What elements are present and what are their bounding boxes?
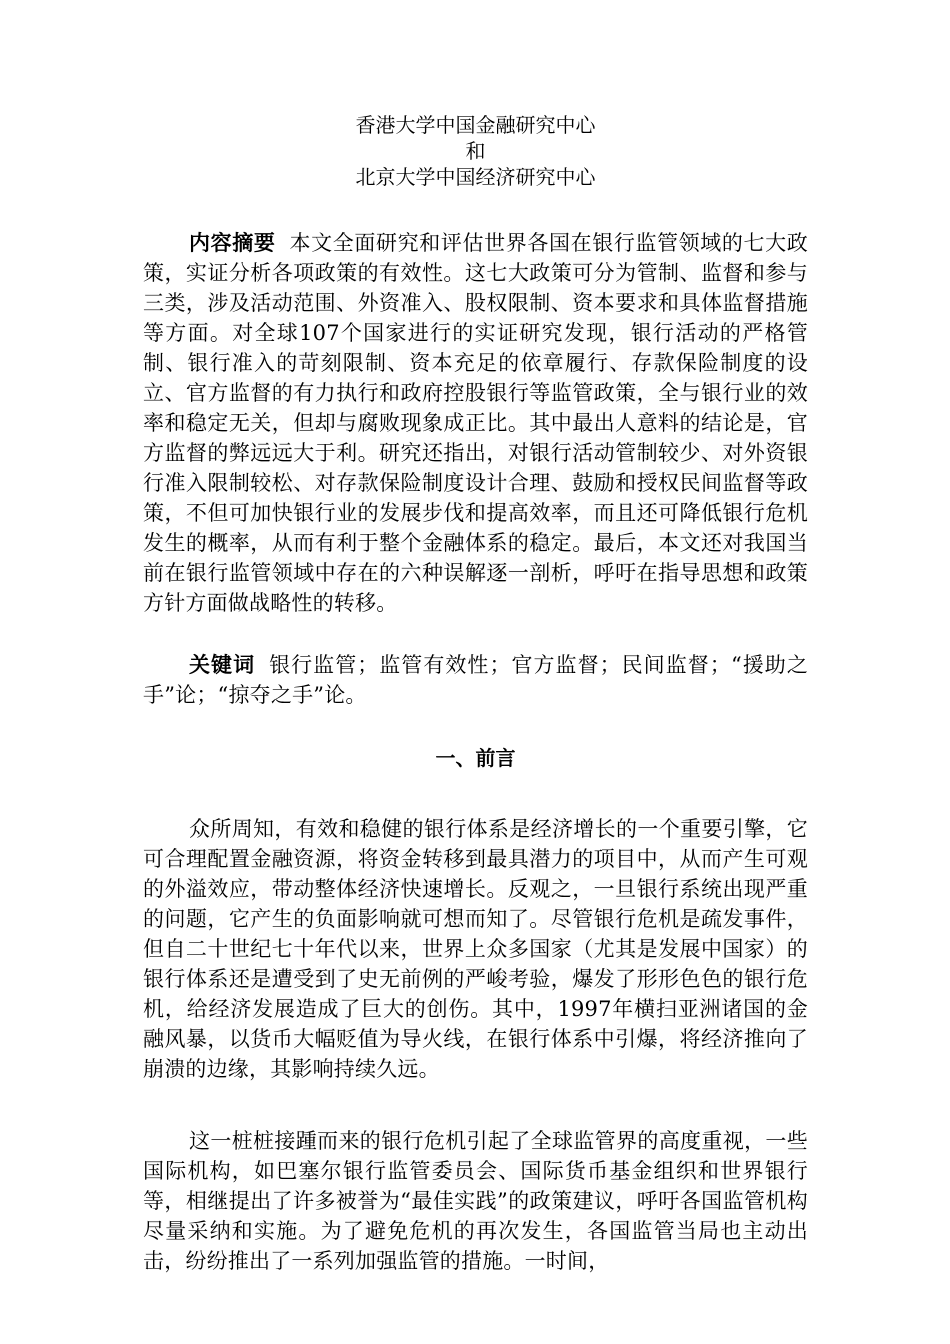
keywords-paragraph xyxy=(143,650,808,710)
keywords-text: 银行监管；监管有效性；官方监督；民间监督；“援助之手”论；“掠夺之手”论。 xyxy=(143,653,809,707)
document-page xyxy=(143,112,808,1276)
abstract-label: 内容摘要 xyxy=(189,231,276,255)
keywords-label: 关键词 xyxy=(189,653,256,677)
header-conjunction: 和 xyxy=(465,139,486,163)
section-heading: 一、前言 xyxy=(435,746,516,770)
institution-header xyxy=(143,112,808,190)
abstract-text: 本文全面研究和评估世界各国在银行监管领域的七大政策，实证分析各项政策的有效性。这七大政策可分为管制、监督和参与三类，涉及活动范围、外资准入、股权限制、资本要求和具体监督措施等方面。对全球107个国家进行的实证研究发现，银行活动的严格管制、银行准入的苛刻限制、资本充足的依章履行、存款保险制度的设立、官方监督的有力执行和政府控股银行等监管政策，全与银行业的效率和稳定无关，但却与腐败现象成正比。其中最出人意料的结论是，官方监督的弊远远大于利。研究还指出，对银行活动管制较少、对外资银行准入限制较松、对存款保险制度设计合理、鼓励和授权民间监督等政策，不但可加快银行业的发展步伐和提高效率，而且还可降低银行危机发生的概率，从而有利于整个金融体系的稳定。最后，本文还对我国当前在银行监管领域中存在的六种误解逐一剖析，呼吁在指导思想和政策方针方面做战略性的转移。 xyxy=(143,231,808,615)
abstract-paragraph xyxy=(143,228,808,618)
header-institution-1: 香港大学中国金融研究中心 xyxy=(355,113,596,137)
body-paragraph-1: 众所周知，有效和稳健的银行体系是经济增长的一个重要引擎，它可合理配置金融资源，将资金转移到最具潜力的项目中，从而产生可观的外溢效应，带动整体经济快速增长。反观之，一旦银行系统出现严重的问题，它产生的负面影响就可想而知了。尽管银行危机是疏发事件，但自二十世纪七十年代以来，世界上众多国家（尤其是发展中国家）的银行体系还是遭受到了史无前例的严峻考验，爆发了形形色色的银行危机，给经济发展造成了巨大的创伤。其中，1997年横扫亚洲诸国的金融风暴，以货币大幅贬值为导火线，在银行体系中引爆，将经济推向了崩溃的边缘，其影响持续久远。 xyxy=(143,817,808,1081)
body-paragraph-2: 这一桩桩接踵而来的银行危机引起了全球监管界的高度重视，一些国际机构，如巴塞尔银行监管委员会、国际货币基金组织和世界银行等，相继提出了许多被誉为“最佳实践”的政策建议，呼吁各国监管机构尽量采纳和实施。为了避免危机的再次发生，各国监管当局也主动出击，纷纷推出了一系列加强监管的措施。一时间， xyxy=(143,1129,808,1273)
header-institution-2: 北京大学中国经济研究中心 xyxy=(355,165,596,189)
